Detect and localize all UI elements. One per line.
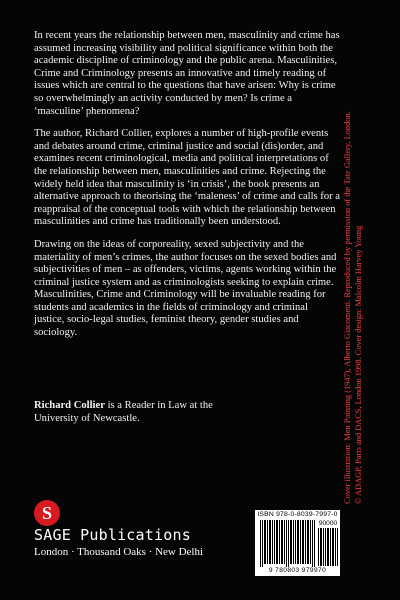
blurb-paragraph-1: In recent years the relationship between men, masculinity and crime has assumed increasing visibility and political significance within both the academic discipline of criminology and the public arena. Masculinities, Crime and Criminology presents an innovative and timely reading of issues which are central to the questions that have arisen: Why is crime so overwhelmingly an activity conducted by men? Is crime a ‘masculine’ phenomena? bbox=[34, 30, 340, 117]
barcode-addon-number: 90000 bbox=[318, 520, 338, 527]
barcode-addon-icon bbox=[318, 528, 338, 566]
cover-credit bbox=[343, 34, 385, 504]
publisher-name: SAGE Publications bbox=[34, 526, 191, 544]
author-bio bbox=[34, 400, 254, 425]
blurb-paragraph-2: The author, Richard Collier, explores a number of high-profile events and debates around crime, criminal justice and social (dis)order, and examines recent criminological, media and political interpretations of the relationship between men, masculinities and crime. Rejecting the widely held idea that masculinity is ‘in crisis’, the book presents an alternative approach to theorising the ‘maleness’ of crime and calls for a reappraisal of the conceptual tools with which the relationship between masculinities and crime has traditionally been understood. bbox=[34, 128, 341, 228]
blurb bbox=[34, 30, 340, 350]
author-bio-text: is a Reader in Law at the University of Newcastle. bbox=[34, 400, 213, 424]
ean-number: 9 780803 979970 bbox=[268, 567, 327, 574]
barcode-panel bbox=[255, 510, 340, 576]
isbn-text: ISBN 978-0-8039-7997-0 bbox=[257, 511, 338, 518]
publisher-cities: London · Thousand Oaks · New Delhi bbox=[34, 546, 204, 558]
cover-credit-line-2: © ADAGP, Paris and DACS, London 1998. Cover design: Malcolm Harvey Young bbox=[353, 225, 363, 504]
author-name: Richard Collier bbox=[34, 400, 105, 411]
blurb-paragraph-3: Drawing on the ideas of corporeality, sexed subjectivity and the materiality of men’s crimes, the author focuses on the sexed bodies and subjectivities of men – as offenders, victims, agents working within the criminal justice system and as criminologists seeking to explain crime. Masculinities, Crime and Criminology will be invaluable reading for students and academics in the fields of criminology and criminal justice, socio-legal studies, feminist theory, gender studies and sociology. bbox=[34, 238, 337, 339]
barcode-icon bbox=[260, 520, 315, 567]
sage-logo-icon: S bbox=[34, 500, 60, 526]
cover-credit-line-1: Cover illustration: Men Pointing (1947), Alberto Giacometti. Reproduced by permission of the Tate Gallery, London. bbox=[343, 111, 352, 504]
